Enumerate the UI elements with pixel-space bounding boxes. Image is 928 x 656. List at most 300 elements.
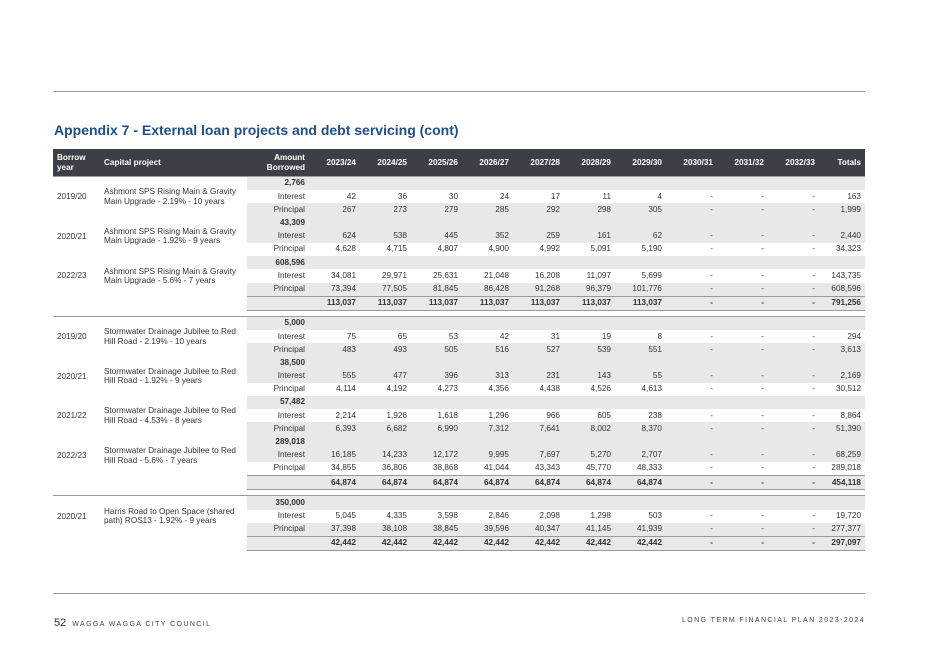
empty-cell xyxy=(717,217,768,230)
principal-value: 73,394 xyxy=(309,283,360,297)
principal-value: 285 xyxy=(462,203,513,216)
principal-value: 4,613 xyxy=(641,384,662,394)
interest-value: 30 xyxy=(448,191,458,201)
principal-value: - xyxy=(768,203,819,216)
borrow-year: 2022/23 xyxy=(57,450,87,460)
annual-total: - xyxy=(717,536,768,550)
empty-cell xyxy=(717,316,768,330)
principal-value: 81,845 xyxy=(411,283,462,297)
principal-label: Principal xyxy=(247,523,309,537)
empty-cell xyxy=(615,496,666,510)
principal-value: 273 xyxy=(360,203,411,216)
interest-value: 143 xyxy=(564,370,615,383)
empty-cell xyxy=(666,436,717,449)
loan-table-body xyxy=(53,177,865,551)
loan-amount-row xyxy=(53,496,865,510)
empty-cell xyxy=(717,356,768,369)
loan-amount-row xyxy=(53,356,865,369)
interest-value: 605 xyxy=(597,410,611,420)
empty-cell xyxy=(462,396,513,409)
empty-cell xyxy=(462,356,513,369)
empty-cell xyxy=(360,217,411,230)
empty-cell xyxy=(360,256,411,269)
borrow-year: 2019/20 xyxy=(53,316,100,356)
annual-total: 42,442 xyxy=(360,536,411,550)
annual-total: 64,874 xyxy=(309,476,360,490)
principal-value: - xyxy=(812,463,815,473)
principal-value: 6,682 xyxy=(360,422,411,435)
borrow-year: 2019/20 xyxy=(53,177,100,217)
grand-total: 454,118 xyxy=(819,476,865,490)
principal-value: 7,641 xyxy=(513,422,564,435)
interest-total: 68,259 xyxy=(819,449,865,462)
principal-value: 4,715 xyxy=(386,244,407,254)
header-year: 2029/30 xyxy=(615,149,666,177)
principal-value: 7,312 xyxy=(462,422,513,435)
principal-value: 5,091 xyxy=(590,244,611,254)
empty-cell xyxy=(819,436,865,449)
header-year: 2032/33 xyxy=(768,149,819,177)
principal-value: 4,992 xyxy=(539,244,560,254)
interest-value: 29,971 xyxy=(381,270,407,280)
empty-cell xyxy=(768,396,819,409)
interest-value: 55 xyxy=(615,370,666,383)
annual-total: 113,037 xyxy=(360,296,411,310)
empty-cell xyxy=(717,396,768,409)
principal-label: Principal xyxy=(247,343,309,356)
empty-cell xyxy=(513,217,564,230)
empty-cell xyxy=(411,496,462,510)
borrow-year: 2020/21 xyxy=(57,371,87,381)
annual-total: 113,037 xyxy=(462,296,513,310)
interest-value: - xyxy=(761,510,764,520)
interest-total: 19,720 xyxy=(835,510,861,520)
interest-value: 1,298 xyxy=(590,510,611,520)
empty-cell xyxy=(411,217,462,230)
empty-cell xyxy=(100,476,247,490)
empty-cell xyxy=(247,476,309,490)
principal-total: 30,512 xyxy=(835,384,861,394)
empty-cell xyxy=(462,436,513,449)
interest-total: 143,735 xyxy=(831,270,861,280)
interest-value: 14,233 xyxy=(360,449,411,462)
interest-value: - xyxy=(812,331,815,341)
interest-value: 352 xyxy=(462,230,513,243)
annual-total: 64,874 xyxy=(360,476,411,490)
interest-value: 1,618 xyxy=(437,410,458,420)
empty-cell xyxy=(360,496,411,510)
principal-value: - xyxy=(717,283,768,297)
empty-cell xyxy=(411,396,462,409)
annual-total: - xyxy=(768,476,819,490)
principal-value: - xyxy=(768,283,819,297)
loan-amount-row xyxy=(53,256,865,269)
capital-project: Stormwater Drainage Jubilee to Red Hill Road - 5.6% - 7 years xyxy=(104,446,236,465)
empty-cell xyxy=(462,177,513,191)
principal-value: 91,268 xyxy=(513,283,564,297)
empty-cell xyxy=(247,536,309,550)
capital-project: Stormwater Drainage Jubilee to Red Hill Road - 1.92% - 9 years xyxy=(104,366,236,386)
interest-value: 75 xyxy=(346,331,356,341)
annual-total: 113,037 xyxy=(564,296,615,310)
empty-cell xyxy=(615,436,666,449)
empty-cell xyxy=(666,217,717,230)
annual-total: 113,037 xyxy=(309,296,360,310)
principal-total: 1,999 xyxy=(819,203,865,216)
capital-project: Harris Road to Open Space (shared path) ROS13 - 1.92% - 9 years xyxy=(100,496,247,537)
annual-total: 113,037 xyxy=(615,296,666,310)
empty-cell xyxy=(768,436,819,449)
annual-total: 42,442 xyxy=(615,536,666,550)
borrow-year: 2021/22 xyxy=(57,411,87,421)
empty-cell xyxy=(411,177,462,191)
empty-cell xyxy=(309,177,360,191)
principal-value: 41,145 xyxy=(564,523,615,537)
empty-cell xyxy=(513,396,564,409)
interest-value: 2,214 xyxy=(335,410,356,420)
interest-value: 1,296 xyxy=(488,410,509,420)
principal-value: - xyxy=(666,343,717,356)
empty-cell xyxy=(309,256,360,269)
principal-value: - xyxy=(768,343,819,356)
interest-value: 555 xyxy=(309,370,360,383)
empty-cell xyxy=(819,356,865,369)
interest-value: 538 xyxy=(360,230,411,243)
principal-value: 267 xyxy=(309,203,360,216)
interest-value: - xyxy=(761,191,764,201)
interest-value: 477 xyxy=(360,370,411,383)
annual-total: 42,442 xyxy=(462,536,513,550)
interest-value: - xyxy=(666,370,717,383)
loan-table xyxy=(53,149,865,551)
empty-cell xyxy=(53,296,100,310)
interest-value: 62 xyxy=(615,230,666,243)
interest-total: 8,864 xyxy=(840,410,861,420)
principal-total: 51,390 xyxy=(819,422,865,435)
header-year: 2031/32 xyxy=(717,149,768,177)
annual-total: 64,874 xyxy=(564,476,615,490)
top-rule xyxy=(53,91,865,92)
empty-cell xyxy=(53,476,100,490)
empty-cell xyxy=(819,217,865,230)
interest-value: 4,335 xyxy=(386,510,407,520)
principal-value: 96,379 xyxy=(564,283,615,297)
annual-total: 42,442 xyxy=(513,536,564,550)
principal-value: 6,990 xyxy=(411,422,462,435)
interest-value: 231 xyxy=(513,370,564,383)
annual-total: 42,442 xyxy=(411,536,462,550)
amount-borrowed: 608,596 xyxy=(247,256,309,269)
principal-value: 551 xyxy=(615,343,666,356)
amount-borrowed: 289,018 xyxy=(247,436,309,449)
amount-borrowed: 5,000 xyxy=(247,316,309,330)
borrow-year: 2022/23 xyxy=(57,271,87,281)
principal-value: 101,776 xyxy=(615,283,666,297)
principal-value: 292 xyxy=(513,203,564,216)
interest-value: 21,048 xyxy=(483,270,509,280)
principal-value: 4,526 xyxy=(590,384,611,394)
principal-value: - xyxy=(710,244,713,254)
empty-cell xyxy=(360,436,411,449)
principal-value: 493 xyxy=(360,343,411,356)
principal-value: 4,807 xyxy=(437,244,458,254)
principal-value: - xyxy=(717,343,768,356)
empty-cell xyxy=(411,316,462,330)
empty-cell xyxy=(360,356,411,369)
principal-value: - xyxy=(717,203,768,216)
interest-value: - xyxy=(761,410,764,420)
principal-value: 505 xyxy=(411,343,462,356)
interest-value: 5,270 xyxy=(564,449,615,462)
empty-cell xyxy=(768,356,819,369)
interest-label: Interest xyxy=(277,270,305,280)
interest-value: - xyxy=(761,331,764,341)
empty-cell xyxy=(615,177,666,191)
interest-value: 503 xyxy=(648,510,662,520)
empty-cell xyxy=(717,177,768,191)
principal-value: 4,356 xyxy=(488,384,509,394)
principal-value: 34,855 xyxy=(330,463,356,473)
interest-value: 8 xyxy=(657,331,662,341)
principal-value: - xyxy=(761,244,764,254)
empty-cell xyxy=(564,356,615,369)
principal-value: 43,343 xyxy=(534,463,560,473)
interest-value: 966 xyxy=(546,410,560,420)
empty-cell xyxy=(513,177,564,191)
empty-cell xyxy=(411,256,462,269)
empty-cell xyxy=(360,396,411,409)
annual-total: 113,037 xyxy=(411,296,462,310)
principal-label: Principal xyxy=(247,422,309,435)
borrow-year: 2020/21 xyxy=(57,231,87,241)
interest-value: - xyxy=(768,230,819,243)
interest-value: 12,172 xyxy=(411,449,462,462)
interest-value: 313 xyxy=(462,370,513,383)
group-total-row xyxy=(53,296,865,310)
empty-cell xyxy=(309,496,360,510)
principal-value: 39,596 xyxy=(462,523,513,537)
empty-cell xyxy=(247,296,309,310)
amount-borrowed: 2,766 xyxy=(247,177,309,191)
annual-total: - xyxy=(666,296,717,310)
interest-value: 396 xyxy=(411,370,462,383)
loan-amount-row xyxy=(53,217,865,230)
interest-value: 2,707 xyxy=(615,449,666,462)
principal-value: 8,002 xyxy=(564,422,615,435)
interest-value: 2,846 xyxy=(488,510,509,520)
interest-value: - xyxy=(812,510,815,520)
empty-cell xyxy=(564,396,615,409)
interest-value: - xyxy=(710,270,713,280)
principal-total: 34,323 xyxy=(835,244,861,254)
interest-value: - xyxy=(717,370,768,383)
empty-cell xyxy=(615,217,666,230)
principal-value: 4,900 xyxy=(488,244,509,254)
principal-value: - xyxy=(761,384,764,394)
capital-project: Stormwater Drainage Jubilee to Red Hill Road - 4.53% - 8 years xyxy=(104,406,236,425)
principal-value: 298 xyxy=(564,203,615,216)
interest-value: - xyxy=(710,191,713,201)
principal-value: - xyxy=(710,463,713,473)
annual-total: - xyxy=(717,476,768,490)
principal-label: Principal xyxy=(273,463,305,473)
annual-total: 42,442 xyxy=(309,536,360,550)
principal-value: 527 xyxy=(513,343,564,356)
interest-value: - xyxy=(710,410,713,420)
empty-cell xyxy=(615,316,666,330)
empty-cell xyxy=(615,256,666,269)
interest-label: Interest xyxy=(277,510,305,520)
principal-value: 6,393 xyxy=(309,422,360,435)
principal-value: 37,398 xyxy=(309,523,360,537)
interest-label: Interest xyxy=(277,191,305,201)
group-total-row xyxy=(53,476,865,490)
grand-total: 791,256 xyxy=(819,296,865,310)
empty-cell xyxy=(513,436,564,449)
capital-project: Stormwater Drainage Jubilee to Red Hill Road - 2.19% - 10 years xyxy=(100,316,247,356)
empty-cell xyxy=(564,436,615,449)
interest-value: 5,699 xyxy=(641,270,662,280)
empty-cell xyxy=(666,396,717,409)
header-year: 2028/29 xyxy=(564,149,615,177)
interest-value: 11 xyxy=(602,191,611,201)
interest-value: 3,598 xyxy=(437,510,458,520)
interest-value: 25,631 xyxy=(432,270,458,280)
interest-label: Interest xyxy=(277,410,305,420)
header-borrow-year: Borrow year xyxy=(53,149,100,177)
interest-value: 16,185 xyxy=(309,449,360,462)
principal-value: 279 xyxy=(411,203,462,216)
principal-value: 38,845 xyxy=(411,523,462,537)
annual-total: 64,874 xyxy=(513,476,564,490)
interest-value: 36 xyxy=(397,191,407,201)
interest-value: - xyxy=(717,449,768,462)
interest-value: 624 xyxy=(309,230,360,243)
interest-value: 42 xyxy=(346,191,356,201)
loan-amount-row xyxy=(53,396,865,409)
principal-total: 608,596 xyxy=(819,283,865,297)
empty-cell xyxy=(53,536,100,550)
borrow-year: 2020/21 xyxy=(53,496,100,537)
empty-cell xyxy=(615,356,666,369)
header-totals: Totals xyxy=(819,149,865,177)
empty-cell xyxy=(819,256,865,269)
footer-organisation: WAGGA WAGGA CITY COUNCIL xyxy=(72,621,212,628)
principal-value: 38,868 xyxy=(432,463,458,473)
principal-label: Principal xyxy=(273,384,305,394)
empty-cell xyxy=(819,396,865,409)
principal-value: - xyxy=(812,244,815,254)
principal-value: 4,628 xyxy=(335,244,356,254)
interest-label: Interest xyxy=(247,449,309,462)
header-year: 2023/24 xyxy=(309,149,360,177)
empty-cell xyxy=(666,356,717,369)
empty-cell xyxy=(513,356,564,369)
loan-amount-row xyxy=(53,316,865,330)
header-year: 2026/27 xyxy=(462,149,513,177)
interest-total: 294 xyxy=(847,331,861,341)
annual-total: 113,037 xyxy=(513,296,564,310)
interest-value: - xyxy=(710,510,713,520)
principal-value: 4,273 xyxy=(437,384,458,394)
principal-value: 516 xyxy=(462,343,513,356)
empty-cell xyxy=(819,496,865,510)
principal-value: 4,114 xyxy=(336,384,356,394)
interest-value: 11,097 xyxy=(586,270,611,280)
footer-left xyxy=(54,617,211,629)
loan-amount-row xyxy=(53,177,865,191)
principal-value: 38,108 xyxy=(360,523,411,537)
principal-value: - xyxy=(768,422,819,435)
empty-cell xyxy=(768,496,819,510)
header-year: 2027/28 xyxy=(513,149,564,177)
capital-project: Ashmont SPS Rising Main & Gravity Main Upgrade - 2.19% - 10 years xyxy=(100,177,247,217)
empty-cell xyxy=(564,496,615,510)
annual-total: 64,874 xyxy=(411,476,462,490)
empty-cell xyxy=(666,256,717,269)
loan-amount-row xyxy=(53,436,865,449)
principal-value: 48,333 xyxy=(636,463,662,473)
interest-value: 19 xyxy=(601,331,611,341)
empty-cell xyxy=(309,356,360,369)
interest-value: 4 xyxy=(657,191,662,201)
capital-project: Ashmont SPS Rising Main & Gravity Main Upgrade - 1.92% - 9 years xyxy=(104,226,236,246)
interest-value: - xyxy=(812,270,815,280)
empty-cell xyxy=(360,316,411,330)
page-number: 52 xyxy=(54,617,67,629)
empty-cell xyxy=(768,217,819,230)
empty-cell xyxy=(564,177,615,191)
interest-total: 163 xyxy=(847,191,861,201)
interest-label: Interest xyxy=(247,230,309,243)
principal-value: 40,347 xyxy=(513,523,564,537)
annual-total: - xyxy=(666,476,717,490)
empty-cell xyxy=(462,496,513,510)
interest-value: 445 xyxy=(411,230,462,243)
empty-cell xyxy=(462,316,513,330)
interest-value: - xyxy=(812,191,815,201)
empty-cell xyxy=(462,217,513,230)
empty-cell xyxy=(100,296,247,310)
principal-total: 277,377 xyxy=(819,523,865,537)
group-total-row xyxy=(53,536,865,550)
interest-value: 1,926 xyxy=(386,410,407,420)
principal-value: - xyxy=(666,283,717,297)
interest-value: 42 xyxy=(499,331,509,341)
amount-borrowed: 43,309 xyxy=(247,217,309,230)
empty-cell xyxy=(564,316,615,330)
annual-total: - xyxy=(768,296,819,310)
interest-value: - xyxy=(717,230,768,243)
principal-label: Principal xyxy=(273,244,305,254)
annual-total: - xyxy=(768,536,819,550)
header-year: 2024/25 xyxy=(360,149,411,177)
annual-total: - xyxy=(717,296,768,310)
table-header-row xyxy=(53,149,865,177)
principal-total: 289,018 xyxy=(831,463,861,473)
principal-value: 483 xyxy=(309,343,360,356)
interest-total: 2,440 xyxy=(819,230,865,243)
annual-total: 42,442 xyxy=(564,536,615,550)
interest-value: - xyxy=(666,449,717,462)
principal-value: 41,939 xyxy=(615,523,666,537)
interest-value: 31 xyxy=(550,331,560,341)
empty-cell xyxy=(666,496,717,510)
empty-cell xyxy=(666,177,717,191)
principal-value: 5,190 xyxy=(641,244,662,254)
empty-cell xyxy=(513,256,564,269)
principal-value: 41,044 xyxy=(483,463,509,473)
